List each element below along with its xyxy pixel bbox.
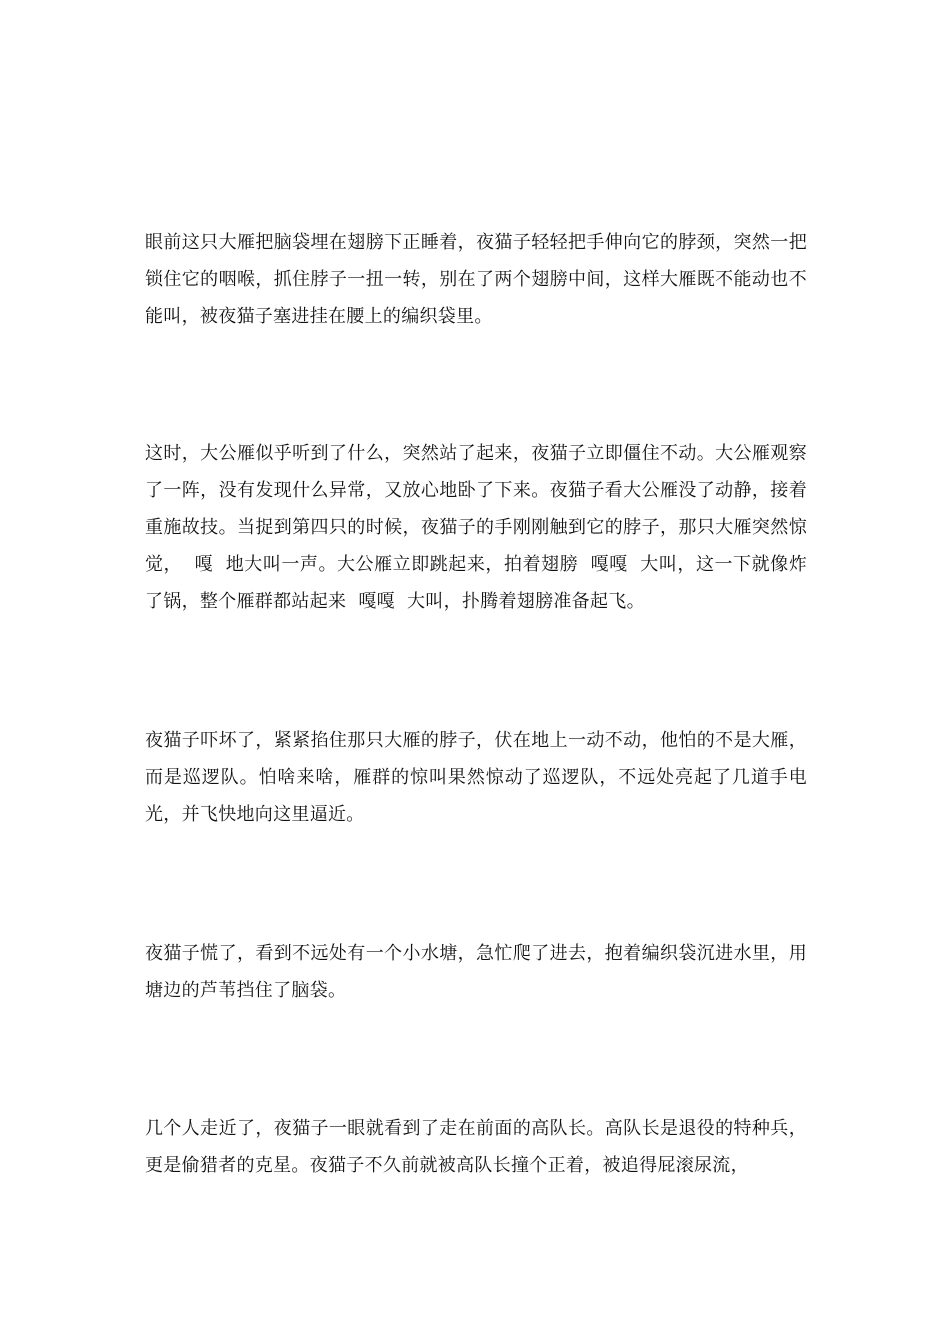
paragraph-3: 夜猫子吓坏了，紧紧掐住那只大雁的脖子，伏在地上一动不动，他怕的不是大雁，而是巡逻队。怕啥来啥，雁群的惊叫果然惊动了巡逻队，不远处亮起了几道手电光，并飞快地向这里逼近。 xyxy=(145,730,807,825)
paragraph-4: 夜猫子慌了，看到不远处有一个小水塘，急忙爬了进去，抱着编织袋沉进水里，用塘边的芦苇挡住了脑袋。 xyxy=(145,943,807,1001)
paragraph-5: 几个人走近了，夜猫子一眼就看到了走在前面的高队长。高队长是退役的特种兵，更是偷猎者的克星。夜猫子不久前就被高队长撞个正着，被追得屁滚尿流， xyxy=(145,1118,807,1176)
paragraph-2: 这时，大公雁似乎听到了什么，突然站了起来，夜猫子立即僵住不动。大公雁观察了一阵，没有发现什么异常，又放心地卧了下来。夜猫子看大公雁没了动静，接着重施故技。当捉到第四只的时候，夜猫子的手刚刚触到它的脖子，那只大雁突然惊觉， 嘎 地大叫一声。大公雁立即跳起来，拍着翅膀 嘎嘎 大叫，这一下就像炸了锅，整个雁群都站起来 嘎嘎 大叫，扑腾着翅膀准备起飞。 xyxy=(145,443,807,612)
paragraph-1: 眼前这只大雁把脑袋埋在翅膀下正睡着，夜猫子轻轻把手伸向它的脖颈，突然一把锁住它的咽喉，抓住脖子一扭一转，别在了两个翅膀中间，这样大雁既不能动也不能叫，被夜猫子塞进挂在腰上的编织袋里。 xyxy=(145,232,807,327)
